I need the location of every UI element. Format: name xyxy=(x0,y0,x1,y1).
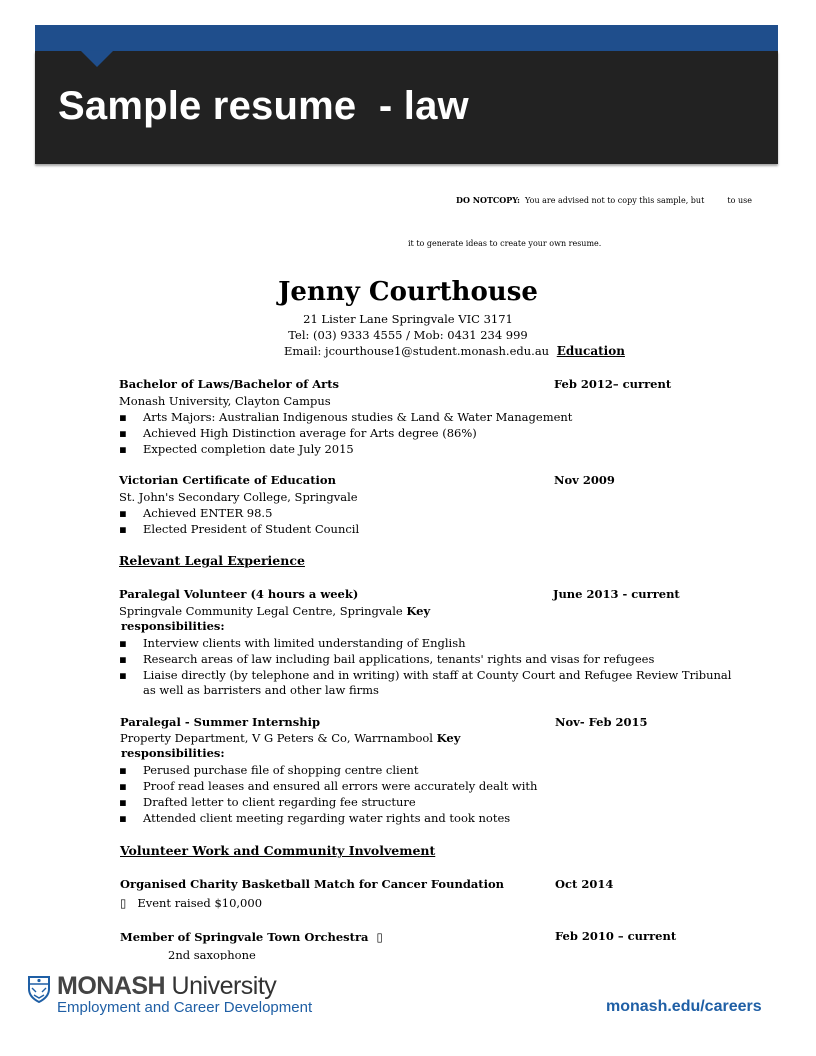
edu-1-place: Monash University, Clayton Campus xyxy=(119,394,331,408)
vol-1-date: Oct 2014 xyxy=(555,877,614,891)
monash-brand: MONASH University xyxy=(57,972,277,1000)
person-phone: Tel: (03) 9333 4555 / Mob: 0431 234 999 xyxy=(288,328,528,342)
email-line xyxy=(284,344,625,358)
person-email: Email: jcourthouse1@student.monash.edu.au xyxy=(284,344,550,358)
legal-heading: Relevant Legal Experience xyxy=(119,553,305,568)
person-name: Jenny Courthouse xyxy=(278,277,538,307)
copy-notice-line2: it to generate ideas to create your own resume. xyxy=(408,239,602,248)
edu-2-place: St. John's Secondary College, Springvale xyxy=(119,490,358,504)
legal-2-date: Nov- Feb 2015 xyxy=(555,715,648,729)
education-heading: Education xyxy=(556,344,625,358)
edu-2-date: Nov 2009 xyxy=(554,473,615,487)
copy-notice-label: DO NOTCOPY: xyxy=(456,195,520,205)
legal-2-place: Property Department, V G Peters & Co, Warrnambool Key xyxy=(120,731,461,745)
careers-link[interactable]: monash.edu/careers xyxy=(606,998,762,1015)
edu-2-title: Victorian Certificate of Education xyxy=(119,473,336,487)
page-title: Sample resume - law xyxy=(58,84,469,128)
vol-2-title: Member of Springvale Town Orchestra ▯ xyxy=(120,930,383,944)
vol-2-date: Feb 2010 – current xyxy=(555,929,677,943)
edu-1-title: Bachelor of Laws/Bachelor of Arts xyxy=(119,377,340,391)
shield-crest-icon xyxy=(27,975,51,1003)
legal-1-key: responsibilities: xyxy=(121,619,225,633)
vol-1-bullet: ▯ Event raised $10,000 xyxy=(120,896,263,910)
vol-2-bullet: 2nd saxophone xyxy=(168,948,256,960)
copy-notice-line1 xyxy=(456,195,752,205)
legal-2-key: responsibilities: xyxy=(121,746,225,760)
legal-2-title: Paralegal - Summer Internship xyxy=(120,715,321,729)
person-address: 21 Lister Lane Springvale VIC 3171 xyxy=(303,312,513,326)
copy-notice-tail: to use xyxy=(727,196,752,205)
vol-1-title: Organised Charity Basketball Match for Cancer Foundation xyxy=(120,877,505,891)
monash-subtitle: Employment and Career Development xyxy=(57,999,313,1016)
edu-1-date: Feb 2012– current xyxy=(554,377,672,391)
legal-1-date: June 2013 - current xyxy=(553,587,680,601)
header-notch xyxy=(81,51,113,67)
legal-1-place: Springvale Community Legal Centre, Springvale Key xyxy=(119,604,431,618)
legal-1-title: Paralegal Volunteer (4 hours a week) xyxy=(119,587,359,601)
header-accent-bar xyxy=(35,25,778,51)
volunteer-heading: Volunteer Work and Community Involvement xyxy=(120,843,436,858)
copy-notice-text: You are advised not to copy this sample, but xyxy=(525,196,705,205)
